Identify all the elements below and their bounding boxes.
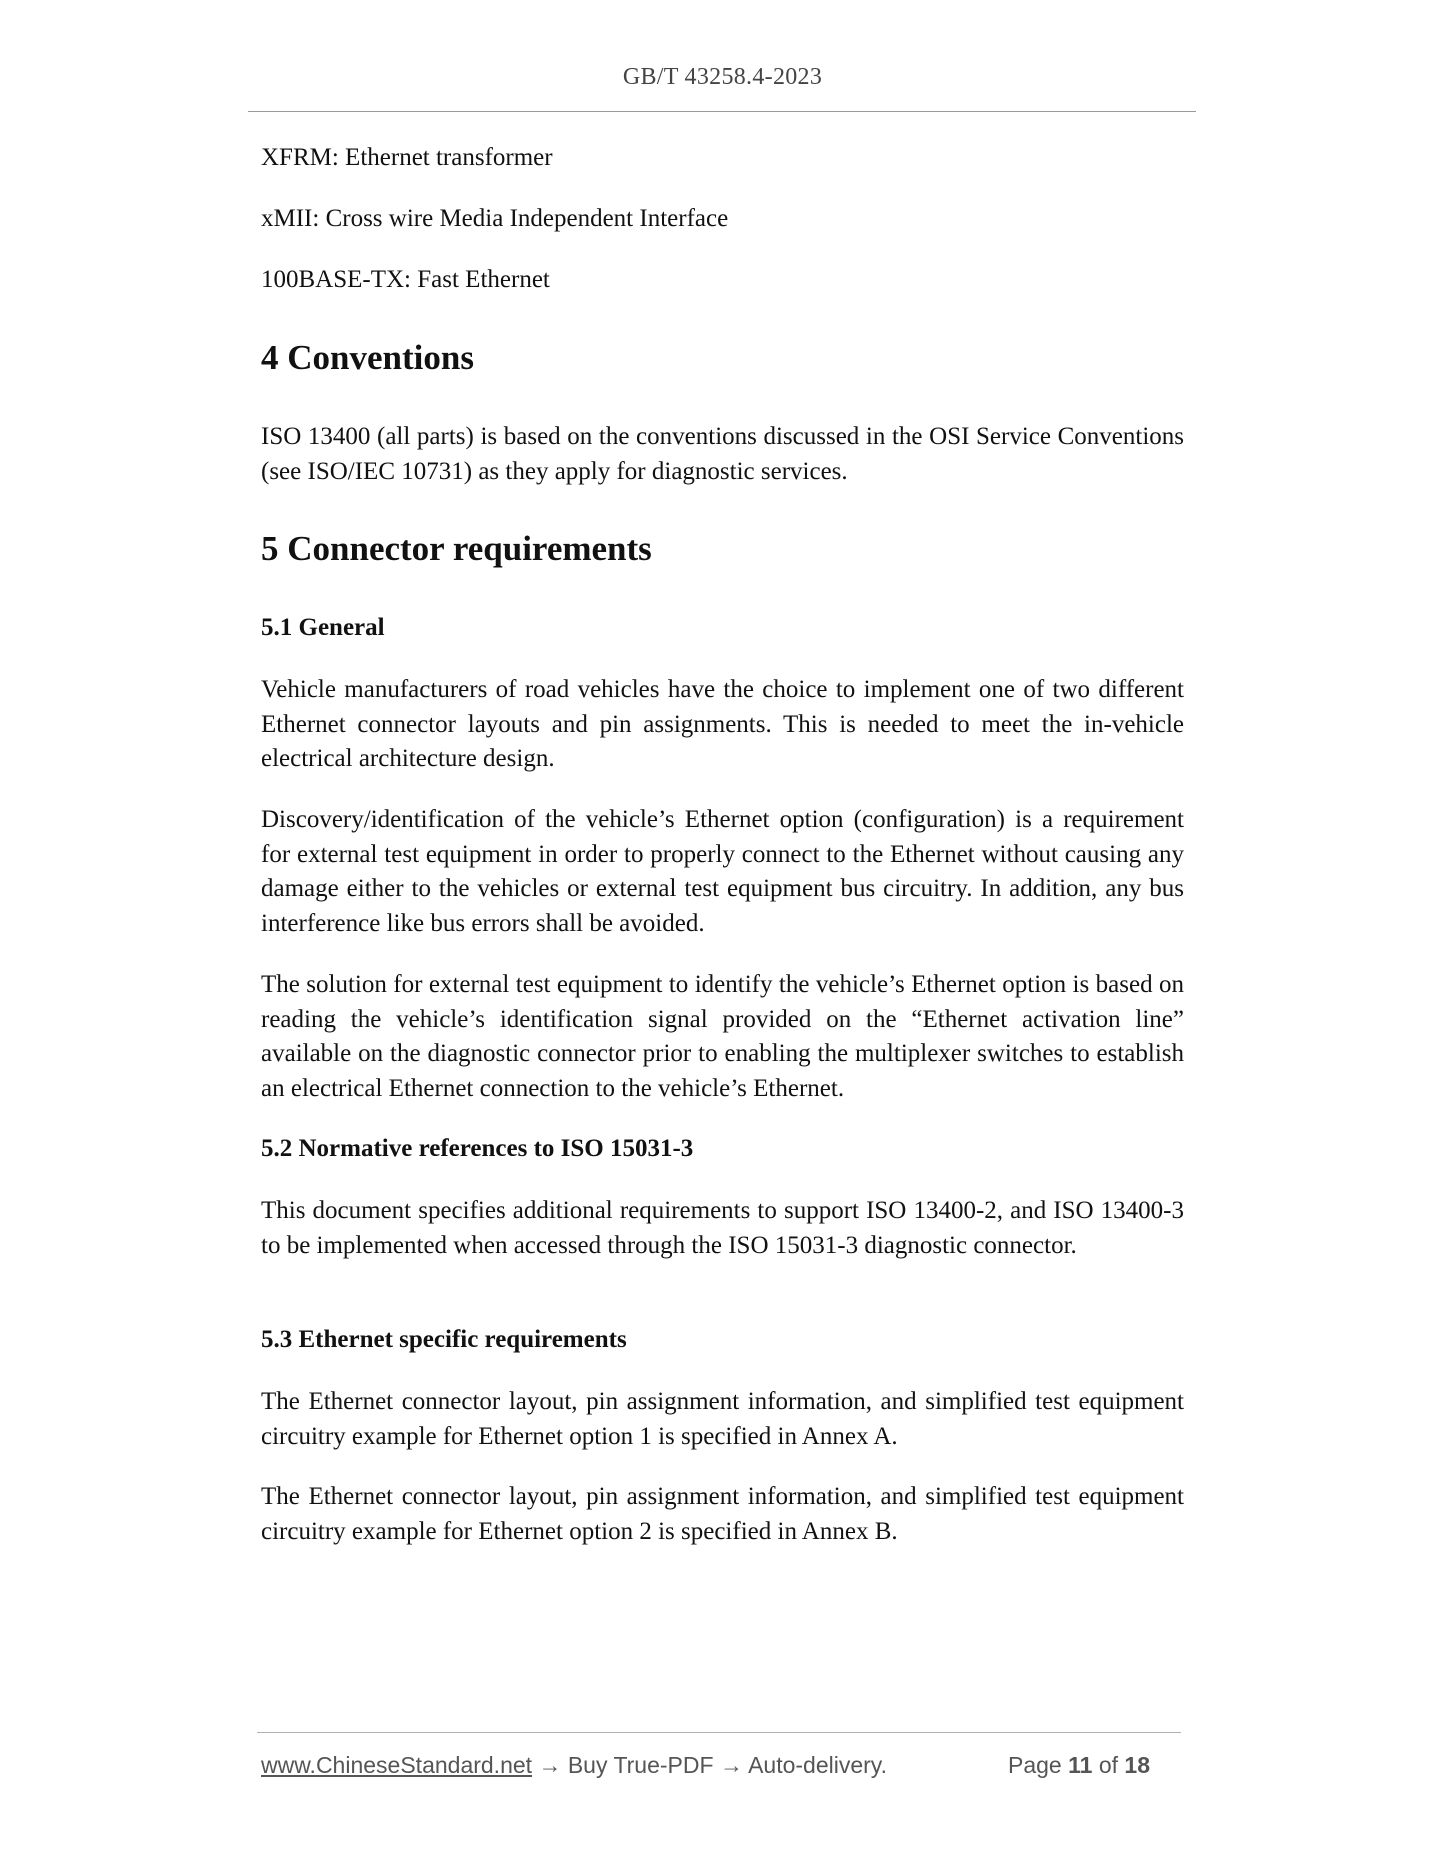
section-5-1-paragraph-3: The solution for external test equipment to identify the vehicle’s Ethernet option is based on reading the vehicle’s identification signal provided on the “Ethernet activation line” available on the diagnostic connector prior to enabling the multiplexer switches to establish an electrical Ethernet connection to the vehicle’s Ethernet. [261, 971, 1184, 1102]
document-id-header: GB/T 43258.4-2023 [622, 64, 823, 90]
footer-links [261, 1752, 887, 1779]
section-5-3-heading: 5.3 Ethernet specific requirements [261, 1326, 627, 1353]
section-5-2-paragraph: This document specifies additional requirements to support ISO 13400-2, and ISO 13400-3 to be implemented when accessed through the ISO 15031-3 diagnostic connector. [261, 1197, 1184, 1259]
of-label: of [1098, 1752, 1119, 1778]
page-label: Page [1008, 1752, 1062, 1778]
section-4-paragraph: ISO 13400 (all parts) is based on the conventions discussed in the OSI Service Conventions (see ISO/IEC 10731) as they apply for diagnostic services. [261, 423, 1184, 485]
page-indicator [1008, 1752, 1150, 1779]
section-5-2-heading: 5.2 Normative references to ISO 15031-3 [261, 1135, 694, 1162]
section-5-1-paragraph-1: Vehicle manufacturers of road vehicles have the choice to implement one of two different Ethernet connector layouts and pin assignments. This is needed to meet the in-vehicle electrical architecture design. [261, 676, 1184, 772]
arrow-icon: → [719, 1752, 743, 1778]
section-5-1-heading: 5.1 General [261, 614, 385, 641]
abbreviation-100base-tx: 100BASE-TX: Fast Ethernet [261, 266, 550, 293]
footer-divider [257, 1732, 1181, 1733]
abbreviation-xfrm: XFRM: Ethernet transformer [261, 144, 553, 171]
page-number: 11 [1068, 1752, 1093, 1778]
site-link[interactable]: www.ChineseStandard.net [261, 1752, 533, 1778]
total-pages: 18 [1124, 1752, 1150, 1778]
section-5-heading: 5 Connector requirements [261, 529, 652, 568]
auto-delivery-text: Auto-delivery. [748, 1752, 887, 1778]
section-5-3-paragraph-2: The Ethernet connector layout, pin assignment information, and simplified test equipment circuitry example for Ethernet option 2 is specified in Annex B. [261, 1483, 1184, 1545]
abbreviation-xmii: xMII: Cross wire Media Independent Interface [261, 205, 729, 232]
section-5-3-paragraph-1: The Ethernet connector layout, pin assignment information, and simplified test equipment circuitry example for Ethernet option 1 is specified in Annex A. [261, 1388, 1184, 1450]
header-divider [248, 111, 1196, 112]
buy-true-pdf-link[interactable]: Buy True-PDF [567, 1752, 714, 1778]
arrow-icon: → [538, 1752, 562, 1778]
section-5-1-paragraph-2: Discovery/identification of the vehicle’s Ethernet option (configuration) is a requirement for external test equipment in order to properly connect to the Ethernet without causing any damage either to the vehicles or external test equipment bus circuitry. In addition, any bus interference like bus errors shall be avoided. [261, 806, 1184, 937]
section-4-heading: 4 Conventions [261, 338, 474, 377]
